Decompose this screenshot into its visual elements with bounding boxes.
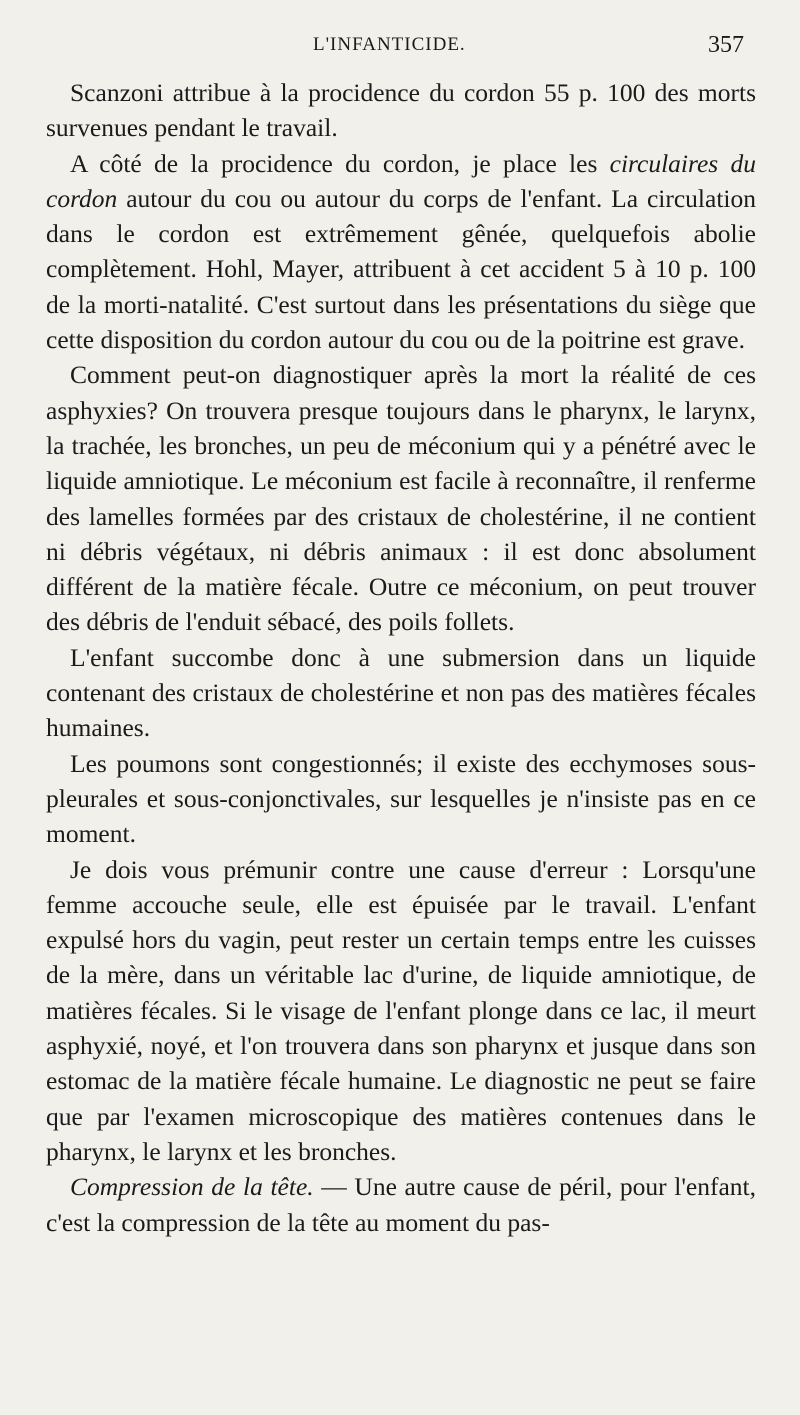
- page-number: 357: [708, 32, 744, 58]
- paragraph-submersion: [46, 640, 756, 746]
- paragraph-compression: [46, 1169, 756, 1240]
- paragraph-text: — Une autre cause de péril, pour l'enfant, c'est la compression de la tête au moment du pas-: [46, 1172, 757, 1237]
- paragraph-scanzoni: [46, 75, 756, 146]
- paragraph-text: Les poumons sont congestionnés; il existe des ecchymoses sous-pleurales et sous-conjonctivales, sur lesquelles je n'insiste pas en ce moment.: [46, 748, 756, 849]
- paragraph-poumons: [46, 746, 756, 852]
- section-heading: Compression de la tête.: [70, 1172, 314, 1202]
- paragraph-text: Scanzoni attribue à la procidence du cordon 55 p. 100 des morts survenues pendant le travail.: [46, 78, 756, 143]
- page-header: [0, 32, 800, 66]
- paragraph-circulaires: [46, 146, 756, 358]
- emphasized-term: circulaires du cordon: [46, 148, 756, 213]
- paragraph-cause-erreur: [46, 852, 756, 1170]
- body-text: [46, 75, 756, 1240]
- paragraph-diagnostic: [46, 357, 756, 639]
- paragraph-text: Je dois vous prémunir contre une cause d'erreur : Lorsqu'une femme accouche seule, elle est épuisée par le travail. L'enfant expulsé hors du vagin, peut rester un certain temps entre les cuisses de la mère, dans un véritable lac d'urine, de liquide amniotique, de matières fécales. Si le visage de l'enfant plonge dans ce lac, il meurt asphyxié, noyé, et l'on trouvera dans son pharynx et jusque dans son estomac de la matière fécale humaine. Le diagnostic ne peut se faire que par l'examen microscopique des matières contenues dans le pharynx, le larynx et les bronches.: [46, 854, 756, 1166]
- paragraph-text: A côté de la procidence du cordon, je place les: [70, 148, 610, 178]
- paragraph-text: autour du cou ou autour du corps de l'enfant. La circulation dans le cordon est extrêmement gênée, quelquefois abolie complètement. Hohl, Mayer, attribuent à cet accident 5 à 10 p. 100 de la morti-natalité. C'est surtout dans les présentations du siège que cette disposition du cordon autour du cou ou de la poitrine est grave.: [46, 183, 756, 355]
- paragraph-text: Comment peut-on diagnostiquer après la mort la réalité de ces asphyxies? On trouvera presque toujours dans le pharynx, le larynx, la trachée, les bronches, un peu de méconium qui y a pénétré avec le liquide amniotique. Le méconium est facile à reconnaître, il renferme des lamelles formées par des cristaux de cholestérine, il ne contient ni débris végétaux, ni débris animaux : il est donc absolument différent de la matière fécale. Outre ce méconium, on peut trouver des débris de l'enduit sébacé, des poils follets.: [46, 360, 756, 637]
- paragraph-text: L'enfant succombe donc à une submersion dans un liquide contenant des cristaux de cholestérine et non pas des matières fécales humaines.: [46, 642, 756, 743]
- running-title: L'INFANTICIDE.: [313, 34, 466, 55]
